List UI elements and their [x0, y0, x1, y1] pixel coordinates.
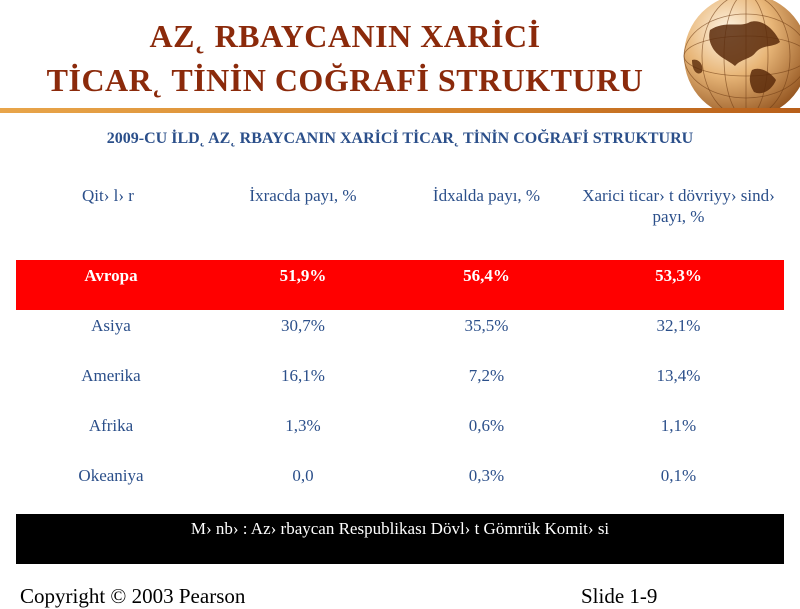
slide-number: Slide 1-9 [581, 584, 658, 608]
cell-export: 1,3% [285, 416, 321, 435]
cell-turnover: 53,3% [573, 260, 784, 310]
cell-export: 51,9% [206, 260, 400, 310]
cell-export: 0,0 [292, 466, 314, 485]
table-row [16, 460, 784, 510]
trade-structure-table [16, 177, 784, 510]
column-header-import-share: İdxalda payı, % [432, 186, 541, 205]
globe-icon [680, 0, 800, 108]
cell-import: 0,3% [468, 466, 505, 485]
cell-import: 7,2% [468, 366, 505, 385]
slide-title [0, 14, 690, 102]
cell-export: 30,7% [281, 316, 325, 335]
table-row [16, 360, 784, 410]
cell-turnover: 0,1% [660, 466, 697, 485]
cell-continent: Afrika [88, 416, 134, 435]
table-row [16, 410, 784, 460]
cell-turnover: 32,1% [656, 316, 701, 335]
table-row [16, 310, 784, 360]
slide-title-line-2: TİCAR˛ TİNİN COĞRAFİ STRUKTURU [46, 62, 644, 98]
cell-turnover: 1,1% [660, 416, 697, 435]
table-row [16, 260, 784, 310]
copyright-footer: Copyright © 2003 Pearson [20, 584, 246, 608]
column-header-continent: Qit› l› r [82, 186, 134, 205]
cell-import: 0,6% [468, 416, 505, 435]
column-header-turnover-share: Xarici ticar› t dövriyy› sind› payı, % [582, 186, 775, 226]
cell-continent: Okeaniya [78, 466, 144, 485]
cell-export: 16,1% [281, 366, 325, 385]
cell-turnover: 13,4% [656, 366, 701, 385]
cell-continent: Amerika [81, 366, 141, 385]
column-header-export-share: İxracda payı, % [249, 186, 357, 205]
cell-continent: Avropa [16, 260, 206, 310]
cell-import: 35,5% [464, 316, 509, 335]
title-divider [0, 108, 800, 113]
table-header-row [16, 177, 784, 260]
cell-continent: Asiya [91, 316, 131, 335]
table-caption: 2009-CU İLD˛ AZ˛ RBAYCANIN XARİCİ TİCAR˛ TİNİN COĞRAFİ STRUKTURU [106, 130, 694, 147]
slide-title-line-1: AZ˛ RBAYCANIN XARİCİ [149, 18, 541, 54]
cell-import: 56,4% [400, 260, 573, 310]
source-note: M› nb› : Az› rbaycan Respublikası Dövl› t Gömrük Komit› si [16, 514, 784, 564]
